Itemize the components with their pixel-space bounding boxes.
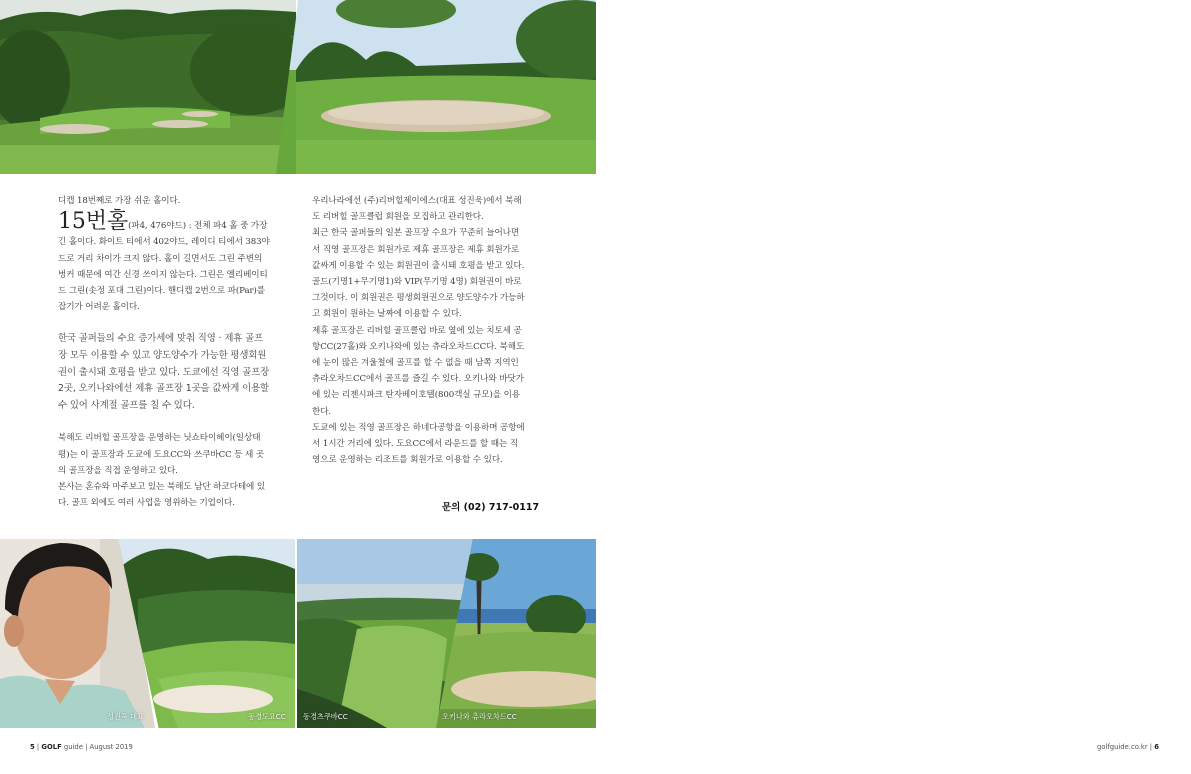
footer-right: golfguide.co.kr | 6 bbox=[1097, 743, 1159, 751]
article-column-2 bbox=[312, 193, 525, 468]
para2: 한국 골퍼들의 수요 증가세에 맞춰 직영 · 제휴 골프장 모두 이용할 수 있고 양도양수가 가능한 평생회원권이 출시돼 호평을 받고 있다. 도쿄에선 직영 골프장 2곳, 오키나와에선 제휴 골프장 1곳을 값싸게 이용할 수 있어 사계절 골프를 칠 수 있다. bbox=[58, 333, 270, 411]
footer-left-page: 5 bbox=[30, 743, 35, 751]
col2-p2: 최근 한국 골퍼들의 일본 골프장 수요가 꾸준히 늘어나면서 직영 골프장은 회원가로 제휴 골프장은 제휴 회원가로 값싸게 이용할 수 있는 회원권이 출시돼 호평을 받고 있다. bbox=[312, 228, 525, 271]
col2-p1: 우리나라에선 (주)리버힐제이에스(대표 성진욱)에서 북해도 리버힐 골프클럽 회원을 모집하고 관리한다. bbox=[312, 196, 522, 223]
para1-line1: 디캡 18번째로 가장 쉬운 홀이다. bbox=[58, 196, 181, 206]
caption-course-2: 동경츠쿠바CC bbox=[303, 712, 348, 721]
footer-right-page: 6 bbox=[1154, 743, 1159, 751]
footer-left: 5 | GOLF guide | August 2019 bbox=[30, 743, 133, 751]
photo-top-right-course bbox=[276, 0, 596, 174]
para3a: 북해도 리버힐 골프장을 운영하는 닛쇼타이헤이(일상태평)는 이 골프장과 도쿄에 도요CC와 쓰쿠바CC 등 세 곳의 골프장을 직접 운영하고 있다. bbox=[58, 433, 265, 476]
footer-left-date: August 2019 bbox=[89, 743, 133, 751]
caption-person: 성진욱 대표 bbox=[107, 712, 145, 721]
para3b: 본사는 혼슈와 마주보고 있는 북해도 남단 하코다테에 있다. 골프 외에도 여러 사업을 영위하는 기업이다. bbox=[58, 482, 266, 509]
caption-course-1: 동경도요CC bbox=[248, 712, 286, 721]
footer-left-mag: GOLF bbox=[41, 743, 62, 751]
para1-rest-a: (파4, 476야드) : 전체 파4 홀 중 가장 bbox=[128, 221, 268, 232]
footer-left-mag2: guide bbox=[63, 743, 83, 751]
col2-p5: 도쿄에 있는 직영 골프장은 하네다공항을 이용하며 공항에서 1시간 거리에 있다. 도요CC에서 라운드를 할 때는 직영으로 운영하는 리조트를 회원가로 이용할 수 있다. bbox=[312, 422, 525, 466]
footer-right-site: golfguide.co.kr bbox=[1097, 743, 1148, 751]
col2-p3: 골드(기명1+무기명1)와 VIP(무기명 4명) 회원권이 바로 그것이다. 이 회원권은 평생회원권으로 양도양수가 가능하고 회원이 원하는 날짜에 이용할 수 있다. bbox=[312, 277, 525, 320]
col2-p4: 제휴 골프장은 리버힐 골프클럽 바로 옆에 있는 치토세 공항CC(27홀)와 오키나와에 있는 츄라오차드CC다. 북해도에 눈이 많은 겨울철에 골프를 할 수 없을 때 남쪽 지역인 츄라오차드CC에서 골프를 즐길 수 있다. 오키나와 바닷가에 있는 리젠시파크 탄자베이호텔(800객실 규모)을 이용한다. bbox=[312, 325, 525, 417]
contact-phone: 문의 (02) 717-0117 bbox=[442, 502, 540, 513]
caption-course-3: 오키나와 츄라오차드CC bbox=[442, 712, 517, 721]
hole-number-heading: 15번홀 bbox=[58, 209, 129, 235]
article-column-1 bbox=[58, 193, 271, 511]
para1-rest-b: 긴 홀이다. 화이트 티에서 402야드, 레이디 티에서 383야드로 거리 차이가 크지 않다. 홀이 길면서도 그린 주변의 벙커 때문에 여간 신경 쓰이지 않는다. 그린은 엘리베이티드 그린(솟정 포대 그린)이다. 핸디캡 2번으로 파(Par)를 잡기가 어려운 홀이다. bbox=[58, 237, 270, 313]
photo-top-left-course bbox=[0, 0, 296, 174]
